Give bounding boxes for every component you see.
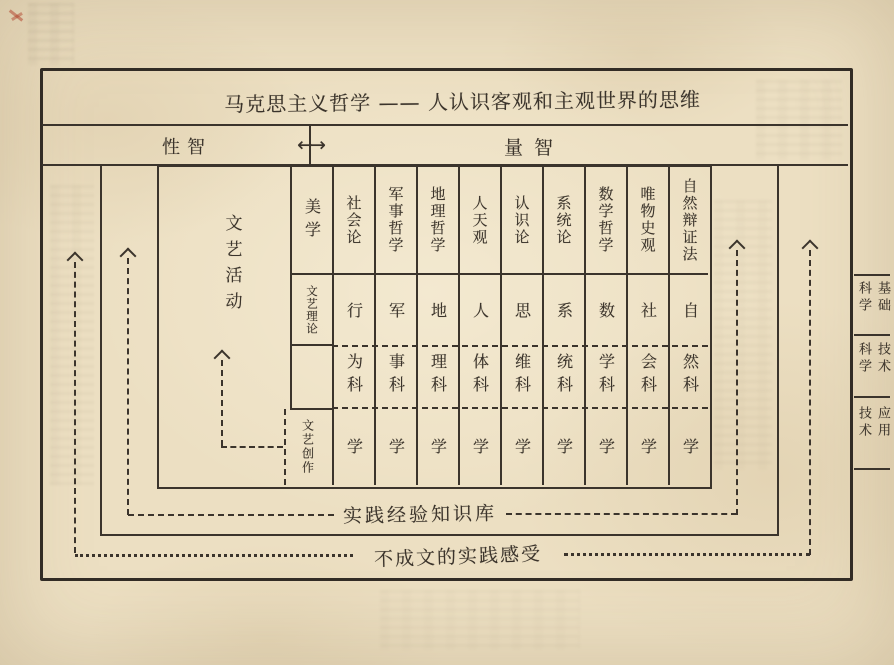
- science-technical-chars: 然科: [680, 353, 700, 399]
- science-technical-chars: 学科: [596, 353, 616, 399]
- practice-feeling-label: 不成文的实践感受: [373, 542, 543, 571]
- science-basic-char: 人: [470, 302, 490, 318]
- level-divider-dashed: [332, 407, 708, 409]
- cell-border: [290, 408, 334, 410]
- art-theory-cell: 文艺理论: [305, 285, 319, 335]
- bridge-discipline-header: 数学哲学: [596, 186, 615, 254]
- science-applied-char: 学: [428, 438, 448, 454]
- science-basic-char: 行: [344, 302, 364, 318]
- science-basic-char: 自: [680, 302, 700, 318]
- science-applied-char: 学: [596, 438, 616, 454]
- science-technical-chars: 体科: [470, 353, 490, 399]
- science-basic-char: 军: [386, 302, 406, 318]
- science-applied-char: 学: [344, 438, 364, 454]
- level-tick: [854, 396, 890, 398]
- science-technical-chars: 维科: [512, 353, 532, 399]
- art-feedback-arrow-vertical: [221, 360, 223, 446]
- art-feedback-arrow-horizontal: [221, 446, 283, 448]
- level-label-applied: 应用技术: [856, 406, 890, 440]
- practice-feeling-dotted-line: [75, 554, 353, 557]
- level-tick: [854, 334, 890, 336]
- art-activity-label: 文艺活动: [221, 214, 242, 318]
- bridge-discipline-header: 社会论: [344, 194, 363, 246]
- bridge-discipline-header: 认识论: [512, 194, 531, 246]
- science-applied-char: 学: [470, 438, 490, 454]
- bridge-discipline-header: 地理哲学: [428, 186, 447, 254]
- knowledge-base-dashed-line: [128, 514, 334, 516]
- science-applied-char: 学: [638, 438, 658, 454]
- knowledge-base-label: 实践经验知识库: [342, 502, 498, 527]
- level-label-basic: 基础科学: [856, 281, 890, 315]
- red-pencil-mark: [6, 5, 30, 29]
- bleedthrough-smudge: [28, 3, 74, 65]
- science-applied-char: 学: [512, 438, 532, 454]
- level-label-technical: 技术科学: [856, 342, 890, 376]
- science-applied-char: 学: [386, 438, 406, 454]
- science-technical-chars: 为科: [344, 353, 364, 399]
- bidirectional-arrow-icon: ←→: [297, 134, 323, 156]
- science-basic-char: 地: [428, 302, 448, 318]
- practice-feeling-dotted-line: [564, 553, 810, 556]
- diagram-title: 马克思主义哲学 —— 人认识客观和主观世界的思维: [224, 87, 701, 116]
- dashed-arrow-line: [736, 250, 738, 515]
- title-underline: [42, 124, 848, 126]
- intuitive-intellect-label: 性智: [162, 137, 212, 158]
- art-creation-cell: 文艺创作: [284, 409, 330, 485]
- science-applied-char: 学: [680, 438, 700, 454]
- dashed-arrow-line: [809, 250, 811, 555]
- bridge-row-underline: [290, 273, 708, 275]
- science-technical-chars: 理科: [428, 353, 448, 399]
- quantitative-intellect-label: 量智: [503, 136, 564, 159]
- level-tick: [854, 468, 890, 470]
- bridge-discipline-header: 自然辩证法: [680, 177, 699, 263]
- science-basic-char: 数: [596, 302, 616, 318]
- bridge-discipline-header: 唯物史观: [638, 186, 657, 254]
- science-basic-char: 社: [638, 302, 658, 318]
- science-technical-chars: 统科: [554, 353, 574, 399]
- level-divider-dashed: [332, 345, 708, 347]
- level-tick: [854, 274, 890, 276]
- science-basic-char: 思: [512, 302, 532, 318]
- bleedthrough-smudge: [380, 590, 580, 650]
- bridge-discipline-header: 系统论: [554, 194, 573, 246]
- bridge-discipline-header: 军事哲学: [386, 186, 405, 254]
- knowledge-base-dashed-line: [506, 513, 737, 515]
- dashed-arrow-line: [74, 262, 76, 553]
- science-technical-chars: 会科: [638, 353, 658, 399]
- bridge-discipline-header: 人天观: [470, 194, 489, 246]
- science-applied-char: 学: [554, 438, 574, 454]
- aesthetics-header: 美学: [302, 198, 322, 244]
- cell-border: [290, 344, 334, 346]
- science-technical-chars: 事科: [386, 353, 406, 399]
- science-basic-char: 系: [554, 302, 574, 318]
- dashed-arrow-line: [127, 258, 129, 515]
